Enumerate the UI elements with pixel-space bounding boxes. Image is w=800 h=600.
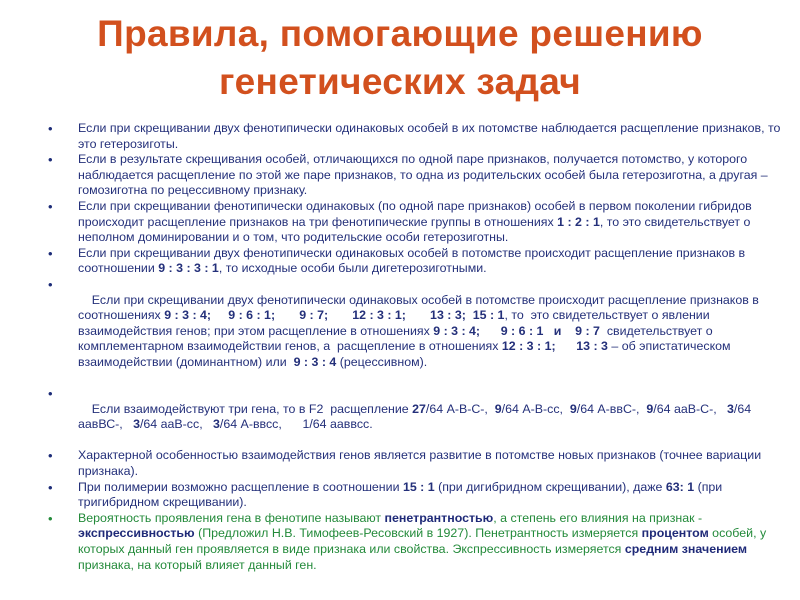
ratio-text: 9 : 3 : 4; <box>433 323 481 338</box>
rule-text <box>480 324 501 338</box>
bullet-icon: • <box>48 198 53 214</box>
ratio-text: 9 <box>494 401 502 416</box>
rule-item-6 <box>44 386 784 448</box>
bullet-icon: • <box>48 448 53 464</box>
ratio-text: 9 : 3 : 4 <box>293 354 337 369</box>
ratio-text: 9 <box>569 401 577 416</box>
title-line-2: генетических задач <box>218 61 582 102</box>
rule-item-4 <box>44 246 784 277</box>
rule-text: , то это свидетельствует о неполном доминировании и о том, что родительские особи гетерозиготны. <box>78 214 751 245</box>
bullet-icon: • <box>48 276 53 292</box>
rule-text: , а степень его влияния на признак - <box>493 510 703 525</box>
ratio-text: 3 <box>726 401 734 416</box>
rule-text: особей, у которых данный ген проявляется в виде признака или свойства. Экспрессивность измеряется <box>78 526 767 557</box>
bullet-icon: • <box>48 152 53 168</box>
rule-text: Если при скрещивании двух фенотипически одинаковых особей в потомстве происходит расщепление признаков в соотношении <box>78 245 746 276</box>
term-text: процентом <box>641 526 709 541</box>
rule-item-7 <box>44 448 784 479</box>
ratio-text: 27 <box>412 401 426 416</box>
rule-text: /64 А-ввС-, <box>576 401 647 416</box>
rule-text <box>211 308 228 322</box>
rule-text: (при тригибридном скрещивании). <box>78 479 723 510</box>
rule-text <box>275 308 299 322</box>
term-text: пенетрантностью <box>384 510 494 525</box>
rule-text <box>406 308 430 322</box>
ratio-text: 13 : 3; <box>430 308 466 323</box>
title-line-1: Правила, помогающие решению <box>97 13 703 54</box>
rule-item-9 <box>44 511 784 573</box>
rule-text: /64 ааВ-сс, <box>139 417 213 432</box>
ratio-text: 9 : 6 : 1 и 9 : 7 <box>500 323 600 338</box>
rule-item-5 <box>44 277 784 386</box>
slide-title <box>0 10 800 106</box>
rule-text: (Предложил Н.В. Тимофеев-Ресовский в 1927). Пенетрантность измеряется <box>194 526 642 541</box>
ratio-text: 63: 1 <box>665 479 695 494</box>
rule-text: – об эпистатическом взаимодействии (доминантном) или <box>78 339 735 369</box>
rule-text: Если при скрещивании двух фенотипически одинаковых особей в потомстве происходит расщепление признаков в соотношениях <box>78 292 763 323</box>
bullet-icon: • <box>48 245 53 261</box>
rule-text: /64 ааВ-С-, <box>653 401 727 416</box>
rule-text: Характерной особенностью взаимодействия генов является развитие в потомстве новых признаков (точнее вариации признака). <box>78 448 762 479</box>
rule-text: (рецессивном). <box>336 354 428 369</box>
rule-text <box>556 339 577 353</box>
rule-text: /64 А-В-С-, <box>425 401 495 416</box>
bullet-icon: • <box>48 479 53 495</box>
rule-text: признака, на который влияет данный ген. <box>78 557 317 572</box>
rule-item-1 <box>44 121 784 152</box>
ratio-text: 9 : 3 : 4; <box>164 308 212 323</box>
term-text: средним значением <box>624 542 748 557</box>
ratio-text: 9 : 6 : 1; <box>228 308 276 323</box>
rule-text: , то это свидетельствует о явлении взаимодействия генов; при этом расщепление в отношениях <box>78 308 714 338</box>
term-text: экспрессивностью <box>78 526 195 541</box>
bullet-icon: • <box>48 386 53 402</box>
rule-text: Вероятность проявления гена в фенотипе называют <box>78 510 385 525</box>
ratio-text: 15 : 1 <box>402 479 435 494</box>
rule-text <box>328 308 352 322</box>
rule-text: свидетельствует о комплементарном взаимодействии генов, а расщепление в отношениях <box>78 323 717 354</box>
ratio-text: 3 <box>212 417 220 432</box>
rule-item-8 <box>44 480 784 511</box>
ratio-text: 9 : 7; <box>299 308 329 323</box>
rule-text: Если взаимодействуют три гена, то в F2 расщепление <box>91 401 413 416</box>
rule-text: (при дигибридном скрещивании), даже <box>434 479 666 494</box>
rule-text <box>466 308 473 322</box>
ratio-text: 12 : 3 : 1; <box>352 308 406 323</box>
ratio-text: 12 : 3 : 1; <box>501 339 556 354</box>
rule-text: Если при скрещивании фенотипически одинаковых (по одной паре признаков) особей в первом поколении гибридов происходит расщепление признаков на три фенотипические группы в отношениях <box>78 198 752 229</box>
ratio-text: 15 : 1 <box>472 308 505 323</box>
ratio-text: 1 : 2 : 1 <box>557 214 600 229</box>
rule-item-3 <box>44 199 784 246</box>
rule-text: Если в результате скрещивания особей, отличающихся по одной паре признаков, получается потомство, у которого наблюдается расщепление по этой же паре признаков, то одна из родительских особей была гетерозиготна, а другая – гомозиготна по рецессивному признаку. <box>78 152 768 198</box>
rule-text: /64 А-В-сс, <box>501 401 570 416</box>
ratio-text: 3 <box>133 417 140 432</box>
rules-list <box>44 121 784 573</box>
ratio-text: 9 <box>646 401 654 416</box>
rule-text: /64 А-ввсс, 1/64 ааввсс. <box>219 417 373 432</box>
bullet-icon: • <box>48 510 53 526</box>
bullet-icon: • <box>48 121 53 136</box>
rule-text: Если при скрещивании двух фенотипически одинаковых особей в их потомстве наблюдается расщепление признаков, то это гетерозиготы. <box>78 121 781 151</box>
rule-item-2 <box>44 152 784 199</box>
rule-text: При полимерии возможно расщепление в соотношении <box>78 479 403 494</box>
rule-text: /64 аавВС-, <box>78 401 755 432</box>
rule-text: , то исходные особи были дигетерозиготными. <box>218 261 487 276</box>
ratio-text: 9 : 3 : 3 : 1 <box>158 261 219 276</box>
ratio-text: 13 : 3 <box>576 339 608 354</box>
